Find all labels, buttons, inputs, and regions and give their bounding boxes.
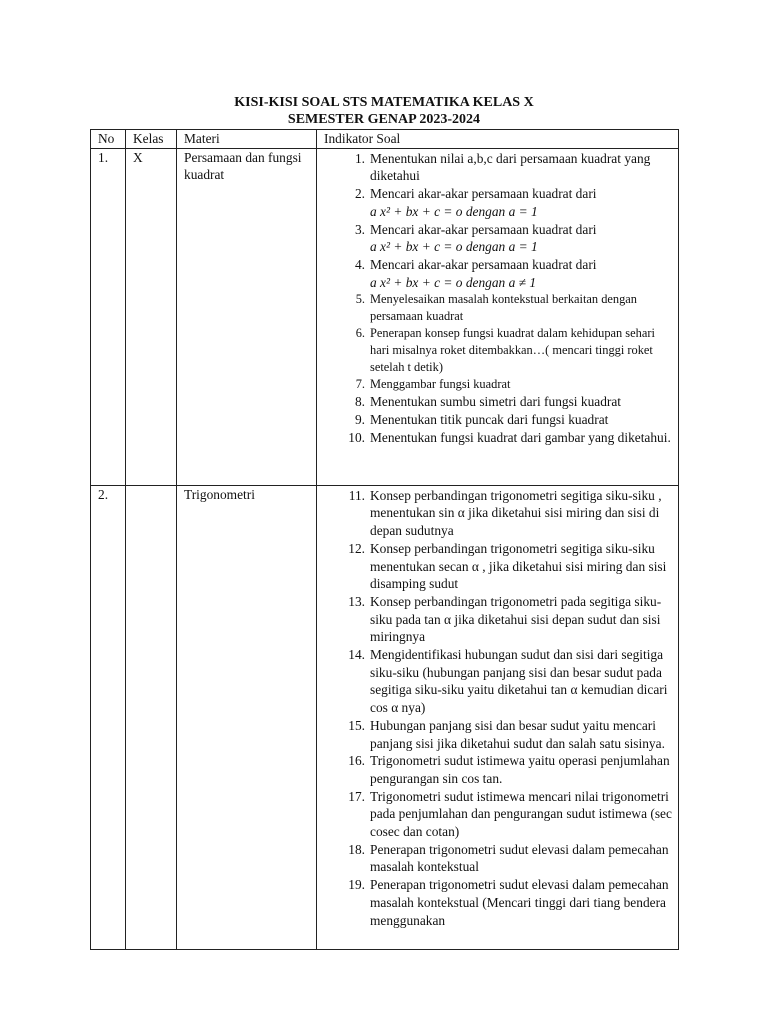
row-materi: Trigonometri bbox=[177, 485, 317, 949]
header-no: No bbox=[91, 130, 126, 149]
list-item: 10. Menentukan fungsi kuadrat dari gambar yang diketahui. bbox=[348, 429, 671, 445]
list-item: 1. Menentukan nilai a,b,c dari persamaan kuadrat yang diketahui bbox=[354, 150, 651, 184]
indikator-list bbox=[341, 487, 672, 930]
row-indikator bbox=[317, 148, 679, 485]
row-no: 2. bbox=[91, 485, 126, 949]
equation: a x² + bx + c = o dengan a ≠ 1 bbox=[370, 274, 537, 290]
header-materi: Materi bbox=[177, 130, 317, 149]
header-kelas: Kelas bbox=[126, 130, 177, 149]
table-row bbox=[91, 485, 679, 949]
list-item: 7. Menggambar fungsi kuadrat bbox=[355, 377, 511, 392]
row-kelas bbox=[126, 485, 177, 949]
list-item: 9. Menentukan titik puncak dari fungsi kuadrat bbox=[354, 412, 609, 428]
list-item: 14. Mengidentifikasi hubungan sudut dan sisi dari segitiga siku-siku (hubungan panjang sisi dan besar sudut pada segitiga siku-siku yaitu diketahui tan α kemudian dicari cos α nya) bbox=[348, 647, 668, 716]
list-item: 13. Konsep perbandingan trigonometri pada segitiga siku-siku pada tan α jika diketahui sisi depan sudut dan sisi miringnya bbox=[348, 593, 662, 645]
equation: a x² + bx + c = o dengan a = 1 bbox=[370, 203, 538, 219]
list-item: 19. Penerapan trigonometri sudut elevasi dalam pemecahan masalah kontekstual (Mencari tinggi dari tiang bendera menggunakan bbox=[348, 877, 669, 928]
list-item: 2. Mencari akar-akar persamaan kuadrat dari a x² + bx + c = o dengan a = 1 bbox=[341, 185, 672, 220]
list-item: 5. Menyelesaikan masalah kontekstual berkaitan dengan persamaan kuadrat bbox=[355, 292, 637, 324]
list-item: 16. Trigonometri sudut istimewa yaitu operasi penjumlahan pengurangan sin cos tan. bbox=[348, 753, 670, 786]
list-item: 17. Trigonometri sudut istimewa mencari nilai trigonometri pada penjumlahan dan pengurangan sudut istimewa (sec cosec dan cotan) bbox=[348, 788, 672, 840]
list-item: 6. Penerapan konsep fungsi kuadrat dalam kehidupan sehari hari misalnya roket ditembakkan…( mencari tinggi roket setelah t detik) bbox=[355, 326, 655, 375]
header-indikator: Indikator Soal bbox=[317, 130, 679, 149]
row-kelas: X bbox=[126, 148, 177, 485]
list-item: 12. Konsep perbandingan trigonometri segitiga siku-siku menentukan secan α , jika diketahui sisi miring dan sisi disamping sudut bbox=[348, 540, 667, 592]
document-subtitle: SEMESTER GENAP 2023-2024 bbox=[287, 112, 481, 127]
list-item: 15. Hubungan panjang sisi dan besar sudut yaitu mencari panjang sisi jika diketahui sudut dan salah satu sisinya. bbox=[348, 717, 665, 751]
equation: a x² + bx + c = o dengan a = 1 bbox=[370, 239, 538, 255]
list-item: 18. Penerapan trigonometri sudut elevasi dalam pemecahan masalah kontekstual bbox=[348, 841, 669, 875]
row-materi: Persamaan dan fungsi kuadrat bbox=[177, 148, 317, 485]
table-row bbox=[91, 148, 679, 485]
document-title: KISI-KISI SOAL STS MATEMATIKA KELAS X bbox=[234, 95, 534, 110]
list-item: 11. Konsep perbandingan trigonometri segitiga siku-siku , menentukan sin α jika diketahui sisi miring dan sisi di depan sudutnya bbox=[348, 487, 662, 539]
kisi-kisi-table bbox=[90, 129, 679, 950]
row-no: 1. bbox=[91, 148, 126, 485]
indikator-list bbox=[341, 150, 672, 447]
row-indikator bbox=[317, 485, 679, 949]
list-item: 4. Mencari akar-akar persamaan kuadrat dari a x² + bx + c = o dengan a ≠ 1 bbox=[341, 256, 672, 291]
list-item: 8. Menentukan sumbu simetri dari fungsi kuadrat bbox=[354, 394, 622, 410]
list-item: 3. Mencari akar-akar persamaan kuadrat dari a x² + bx + c = o dengan a = 1 bbox=[341, 221, 672, 256]
table-header-row bbox=[91, 130, 679, 149]
